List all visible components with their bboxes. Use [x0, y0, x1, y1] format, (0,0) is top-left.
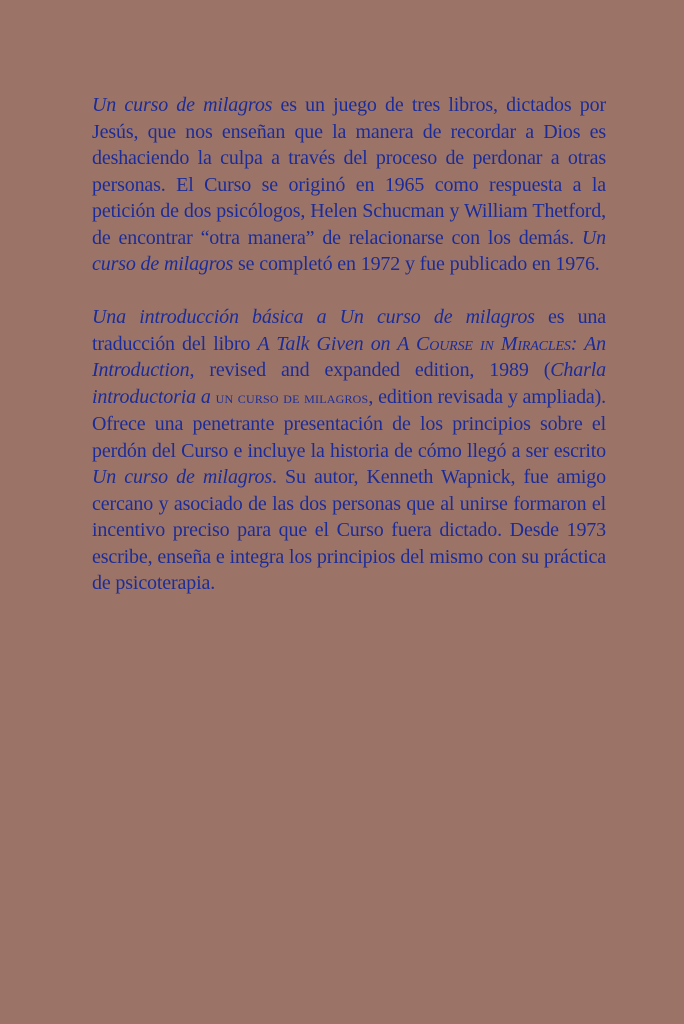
original-title-small-caps: ourse in — [429, 332, 494, 355]
original-title-italic: A Talk Given on A C — [257, 332, 430, 355]
paragraph-course-description — [92, 92, 606, 278]
original-title-italic: M — [493, 332, 518, 355]
cover-text-block — [92, 92, 606, 597]
paragraph-text: es una traducción del libro — [92, 306, 606, 355]
paragraph-text: se completó en 1972 y fue publicado en 1976. — [233, 253, 600, 275]
original-title-small-caps: iracles — [517, 332, 571, 355]
book-title-italic: Un curso de milagros — [92, 466, 273, 488]
spanish-title-italic: Charla introductoria a — [92, 359, 606, 408]
book-title-italic: Una introducción básica a Un curso de milagros — [92, 306, 535, 328]
paragraph-text: , revised and expanded edition, 1989 ( — [189, 359, 551, 381]
book-title-italic: Un curso de milagros — [92, 226, 606, 275]
book-title-small-caps: un curso de milagros — [215, 387, 369, 407]
paragraph-text: es un juego de tres libros, dictados por Jesús, que nos enseñan que la manera de recordar a Dios es deshaciendo la culpa a través del proceso de perdonar a otras personas. El Curso se originó en 1965 como respuesta a la petición de dos psicólogos, Helen Schucman y William Thetford, de encontrar “otra manera” de relacionarse con los demás. — [92, 94, 606, 249]
paragraph-text: . Su autor, Kenneth Wapnick, fue amigo cercano y asociado de las dos personas que al unirse formaron el incentivo preciso para que el Curso fuera dictado. Desde 1973 escribe, enseña e integra los principios del mismo con su práctica de psicoterapia. — [92, 466, 606, 594]
original-title-italic: : An Introduction — [92, 332, 606, 381]
book-title-italic: Un curso de milagros — [92, 94, 273, 116]
paragraph-text: , edition revisada y ampliada). Ofrece una penetrante presentación de los principios sobre el perdón del Curso e incluye la historia de cómo llegó a ser escrito — [92, 385, 607, 462]
paragraph-book-description — [92, 304, 606, 597]
